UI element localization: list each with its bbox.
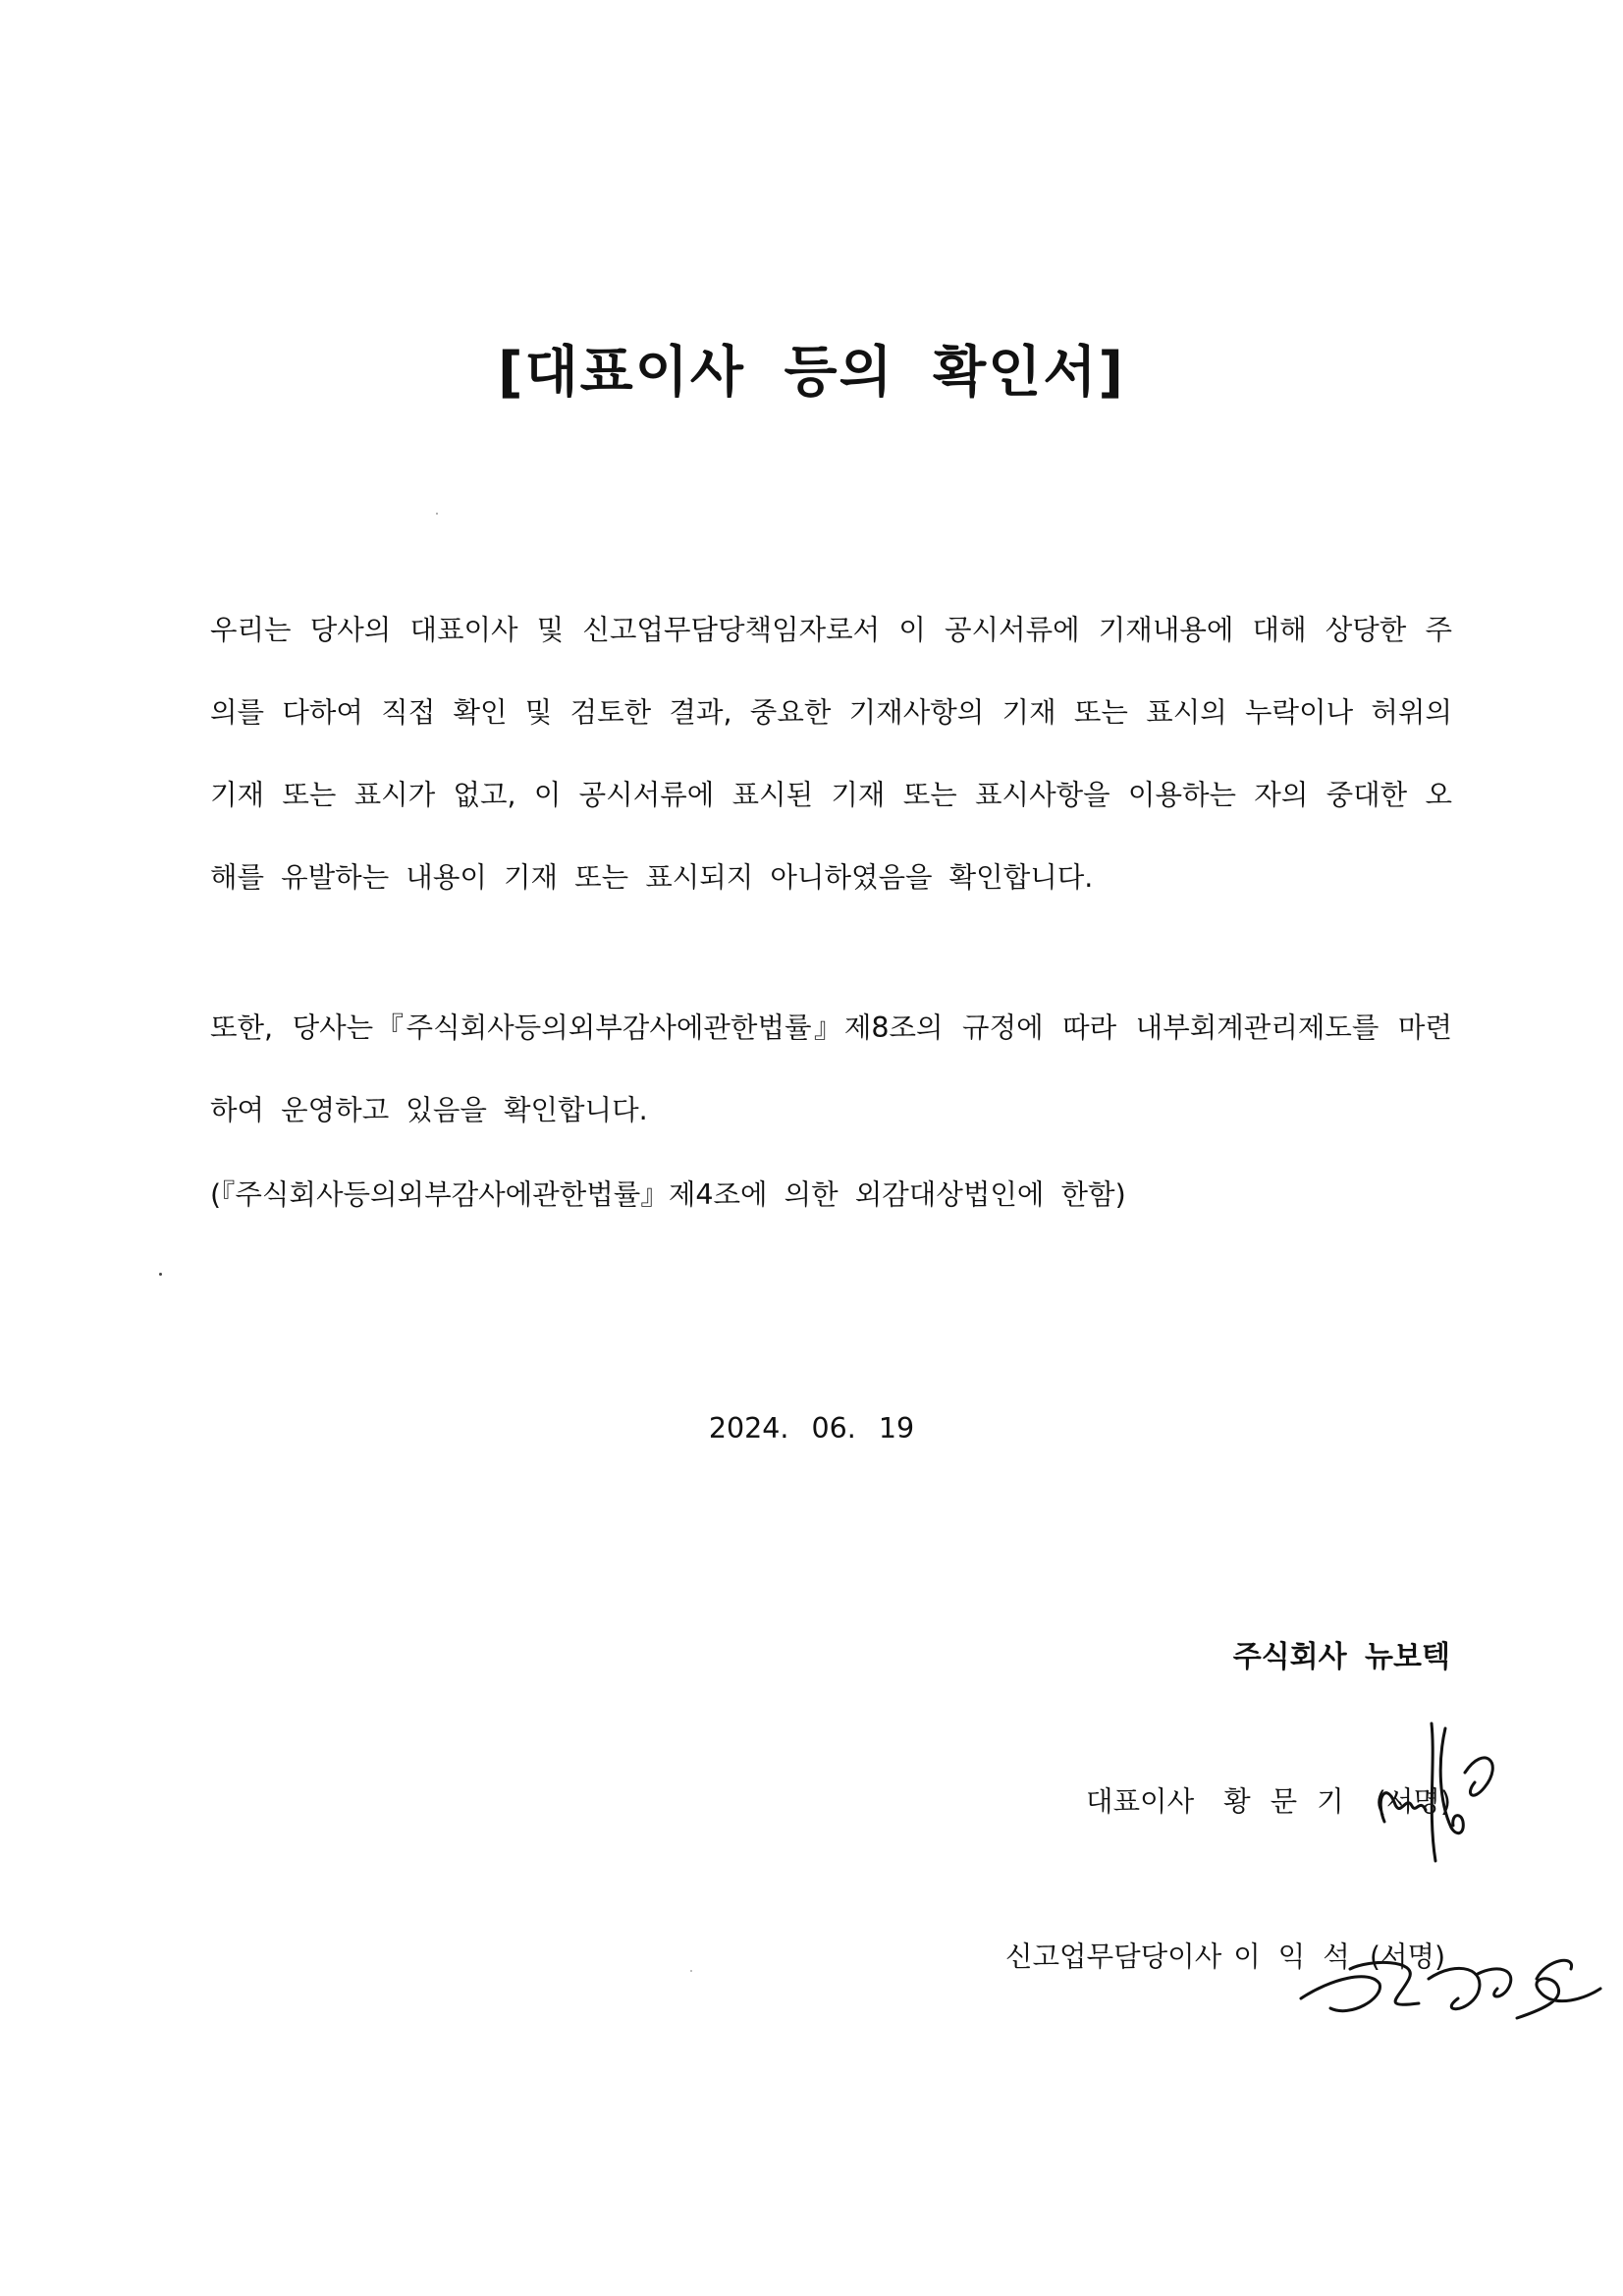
internal-control-paragraph: 또한, 당사는『주식회사등의외부감사에관한법률』제8조의 규정에 따라 내부회계관리제도를 마련하여 운영하고 있음을 확인합니다. [210, 1011, 1452, 1126]
scan-speck [690, 1970, 692, 1972]
scan-speck [436, 513, 438, 515]
applicability-note: (『주식회사등의외부감사에관한법률』제4조에 의한 외감대상법인에 한함) [210, 1178, 1126, 1211]
sign-label: (서명) [1369, 1941, 1446, 1973]
signatory-role: 대표이사 [1086, 1785, 1195, 1818]
document-title: [대표이사 등의 확인서] [497, 341, 1126, 405]
signatory-role: 신고업무담당이사 [1005, 1941, 1222, 1973]
signatory-name: 이익석 [1233, 1941, 1368, 1973]
sign-label: (서명) [1375, 1785, 1452, 1818]
document-date: 2024. 06. 19 [708, 1412, 915, 1445]
confirmation-paragraph: 우리는 당사의 대표이사 및 신고업무담당책임자로서 이 공시서류에 기재내용에 대해 상당한 주의를 다하여 직접 확인 및 검토한 결과, 중요한 기재사항의 기재 또는 표시의 누락이나 허위의 기재 또는 표시가 없고, 이 공시서류에 표시된 기재 또는 표시사항을 이용하는 자의 중대한 오해를 유발하는 내용이 기재 또는 표시되지 아니하였음을 확인합니다. [210, 614, 1452, 894]
scan-speck [159, 1273, 162, 1276]
signatory-name: 황문기 [1223, 1785, 1364, 1818]
company-name: 주식회사 뉴보텍 [1232, 1640, 1450, 1674]
signatory-disclosure-officer [1005, 1935, 1445, 1975]
signatory-ceo [1086, 1779, 1451, 1820]
